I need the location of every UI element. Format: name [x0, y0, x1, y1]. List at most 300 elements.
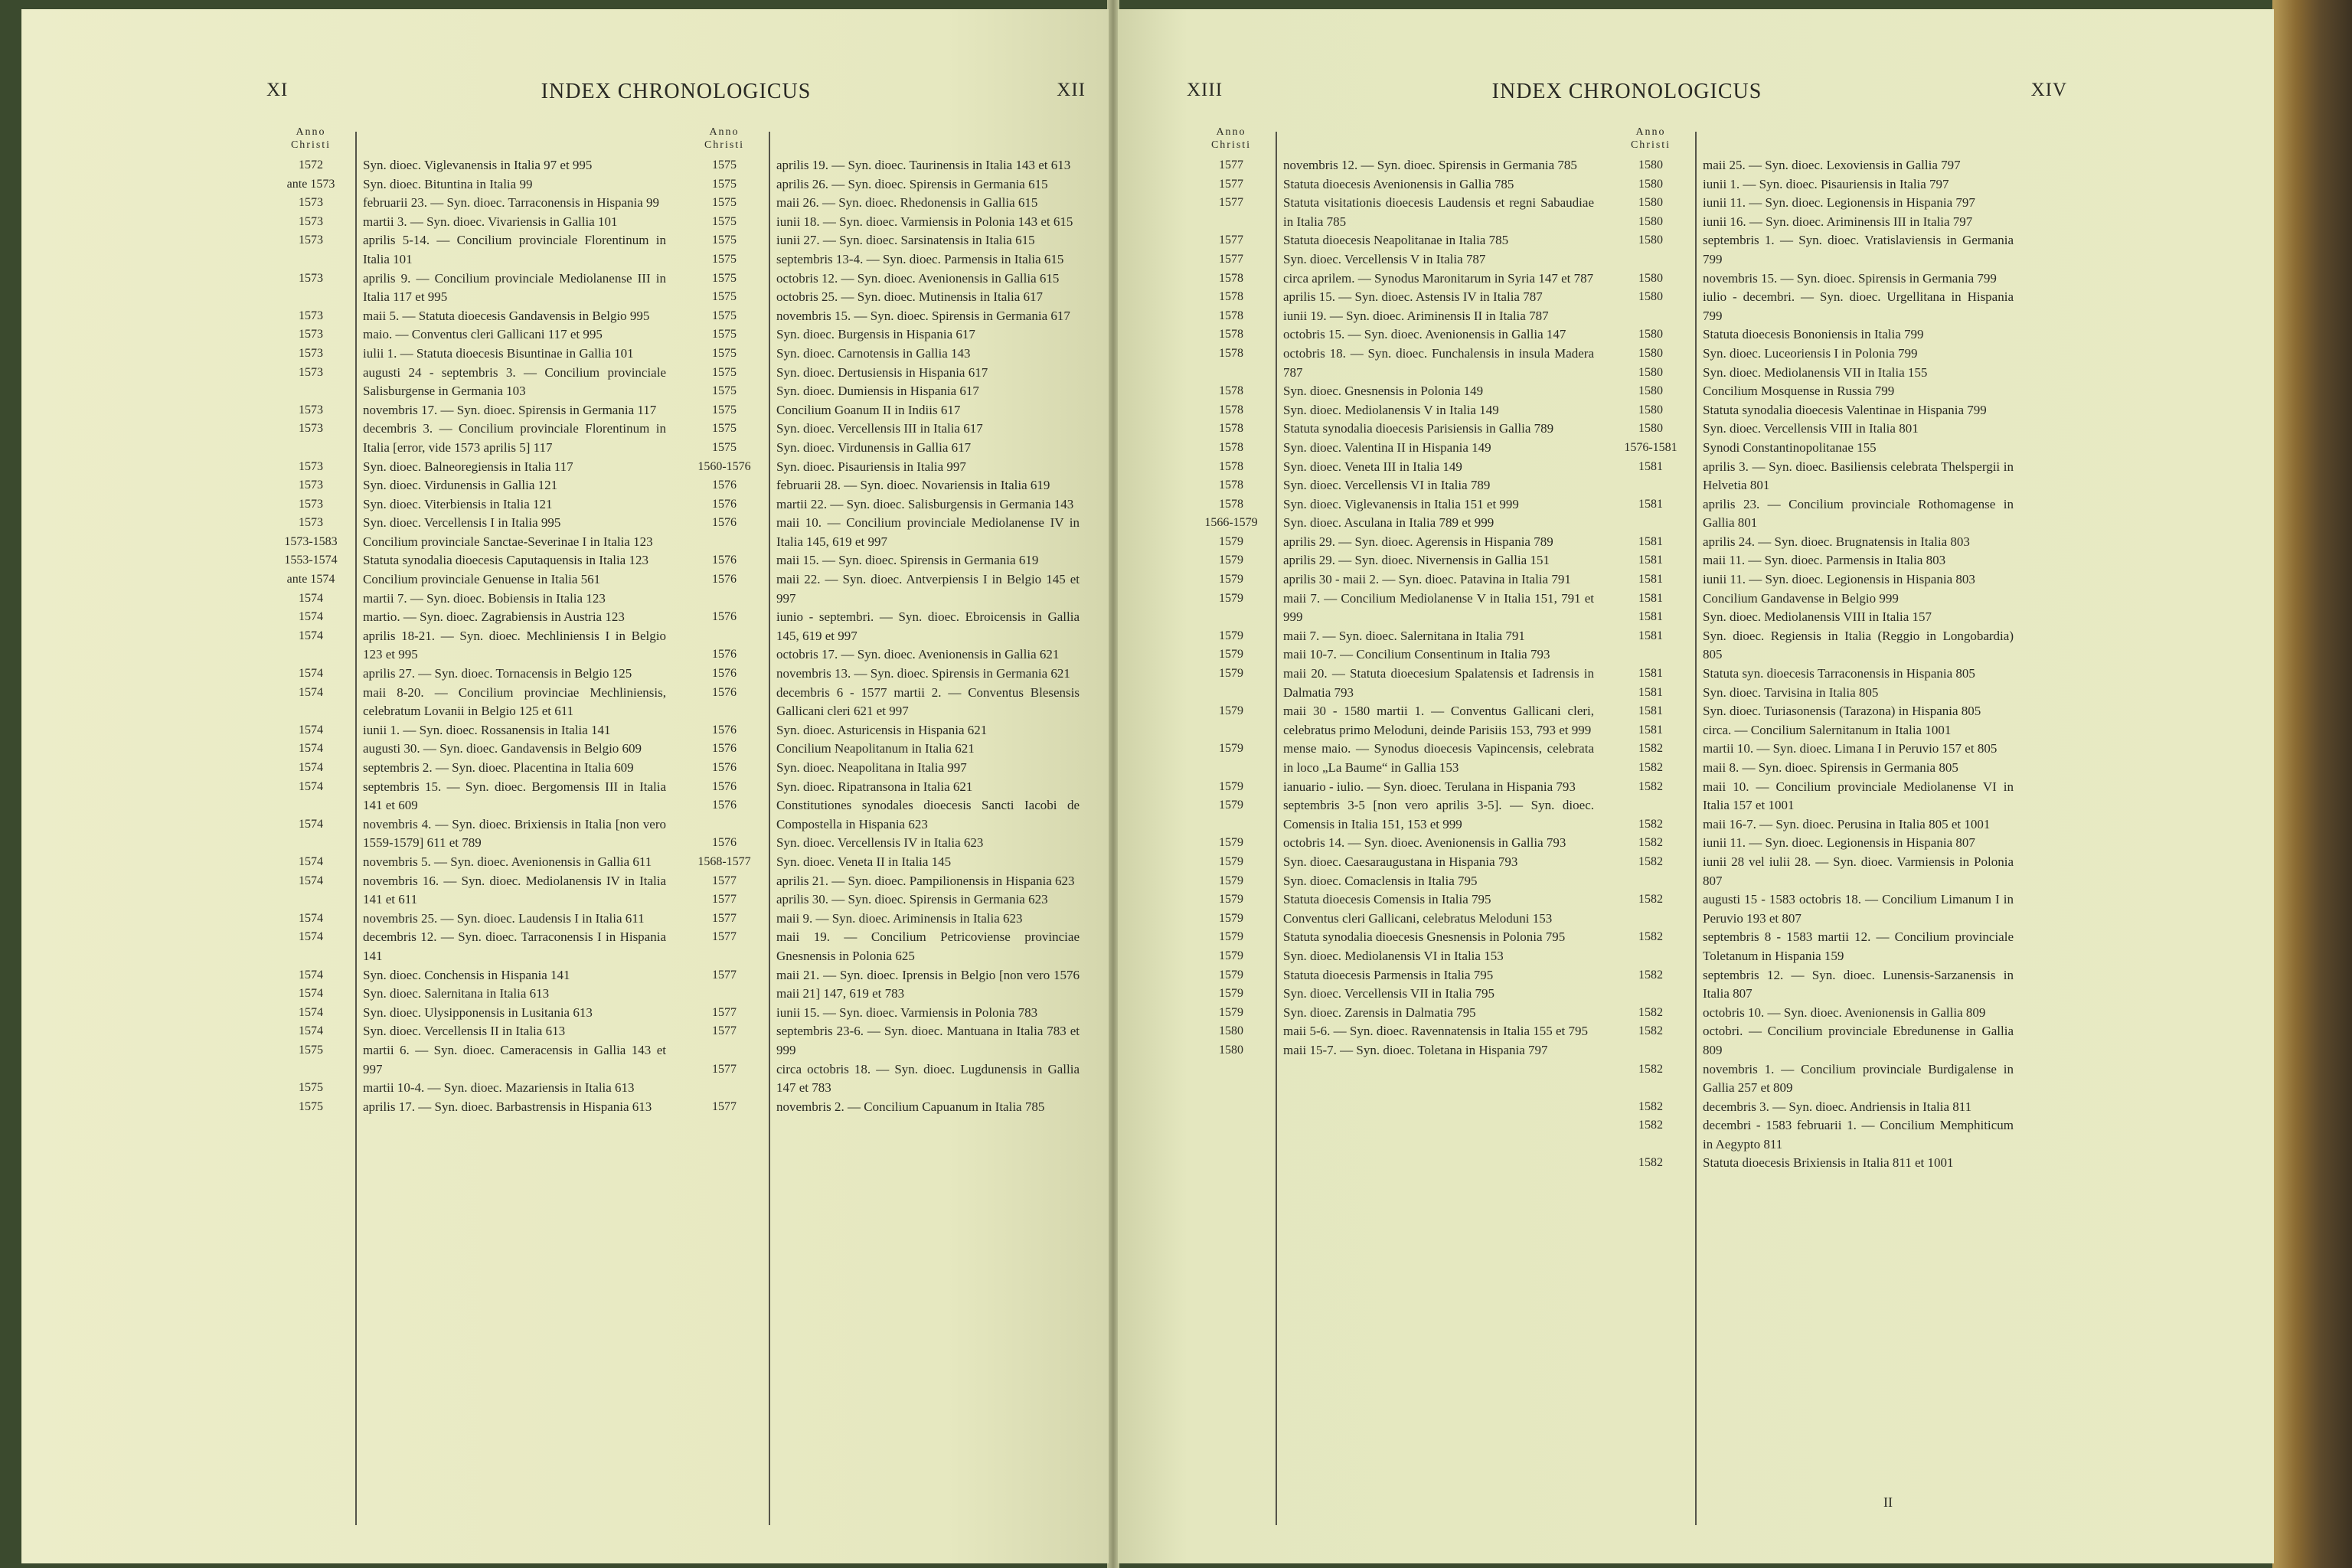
entry-year: 1575: [299, 1081, 323, 1095]
index-entry: [268, 740, 666, 759]
index-entry: [1608, 401, 2014, 420]
entry-year: 1578: [1219, 440, 1243, 454]
index-entry: [1188, 872, 1594, 891]
entry-year: 1579: [1219, 836, 1243, 850]
entry-year: 1575: [712, 252, 737, 266]
entry-year: 1576: [712, 667, 737, 681]
entry-text: Statuta synodalia dioecesis Valentinae in Hispania 799: [1703, 402, 1987, 417]
entry-year: 1579: [1219, 629, 1243, 642]
entry-year: 1582: [1638, 761, 1663, 774]
entry-year: 1580: [1638, 177, 1663, 191]
entry-text: Statuta dioecesis Comensis in Italia 795: [1283, 892, 1491, 907]
entry-text: maii 10. — Concilium provinciale Mediolanense VI in Italia 157 et 1001: [1703, 779, 2014, 813]
index-entry: [681, 1098, 1080, 1117]
entry-text: februarii 23. — Syn. dioec. Tarraconensis in Hispania 99: [363, 195, 660, 211]
index-entry: [681, 231, 1080, 250]
entry-year: 1574: [299, 685, 323, 699]
index-entry: [1188, 345, 1594, 382]
entry-year: 1581: [1638, 610, 1663, 624]
index-entry: [681, 551, 1080, 570]
entry-text: maii 22. — Syn. dioec. Antverpiensis I in Belgio 145 et 997: [776, 572, 1080, 606]
entry-text: novembris 17. — Syn. dioec. Spirensis in Germania 117: [363, 402, 657, 417]
index-entry: [1188, 740, 1594, 777]
index-entry: [268, 194, 666, 213]
entry-year: 1573: [299, 234, 323, 247]
index-entry: [681, 796, 1080, 834]
index-entry: [1608, 382, 2014, 401]
entry-year: 1579: [1219, 742, 1243, 756]
entry-text: novembris 25. — Syn. dioec. Laudensis I in Italia 611: [363, 910, 645, 926]
entry-text: Syn. dioec. Zarensis in Dalmatia 795: [1283, 1004, 1476, 1020]
index-entry: [1608, 213, 2014, 232]
index-entry: [1608, 834, 2014, 853]
entry-year: 1576: [712, 836, 737, 850]
entry-year: 1578: [1219, 346, 1243, 360]
entry-text: Syn. dioec. Comaclensis in Italia 795: [1283, 873, 1478, 888]
entry-year: 1574: [299, 742, 323, 756]
index-entry: [1608, 815, 2014, 835]
entry-text: aprilis 26. — Syn. dioec. Spirensis in Germania 615: [776, 176, 1048, 191]
index-entry: [1188, 627, 1594, 646]
entry-year: 1573: [299, 497, 323, 511]
index-entry: [1608, 570, 2014, 590]
index-column: [1188, 122, 1594, 1563]
entry-year: 1579: [1219, 1005, 1243, 1019]
index-entry: [681, 288, 1080, 307]
entry-year: 1575: [712, 403, 737, 416]
entry-year: 1582: [1638, 1024, 1663, 1038]
index-entry: [681, 175, 1080, 194]
entry-text: septembris 3-5 [non vero aprilis 3-5]. — Syn. dioec. Comensis in Italia 151, 153 et 999: [1283, 798, 1594, 831]
index-entry: [268, 910, 666, 929]
entry-year: 1572: [299, 158, 323, 172]
entry-text: Syn. dioec. Vercellensis IV in Italia 623: [776, 835, 984, 851]
entry-text: Syn. dioec. Viglevanensis in Italia 151 et 999: [1283, 496, 1519, 511]
entry-year: 1574: [299, 1024, 323, 1038]
entry-year: 1575: [712, 271, 737, 285]
entry-text: augusti 24 - septembris 3. — Concilium provinciale Salisburgense in Germania 103: [363, 364, 666, 399]
entry-year: 1579: [1219, 573, 1243, 586]
entry-year: 1577: [1219, 234, 1243, 247]
entry-year: 1582: [1638, 836, 1663, 850]
entry-year: 1577: [1219, 252, 1243, 266]
index-entry: [1188, 250, 1594, 270]
entry-year: 1582: [1638, 1005, 1663, 1019]
entry-year: 1574: [299, 667, 323, 681]
index-entry: [1608, 608, 2014, 627]
index-entry: [268, 815, 666, 853]
entry-text: aprilis 15. — Syn. dioec. Astensis IV in Italia 787: [1283, 289, 1543, 305]
index-entry: [1608, 551, 2014, 570]
entry-text: iunii 15. — Syn. dioec. Varmiensis in Polonia 783: [776, 1004, 1038, 1020]
entry-year: 1579: [1219, 911, 1243, 925]
index-entry: [1608, 1154, 2014, 1173]
index-entry: [681, 156, 1080, 175]
index-entry: [268, 966, 666, 985]
page-number-xiv: XIV: [2030, 80, 2067, 100]
entry-text: iunii 1. — Syn. dioec. Pisauriensis in Italia 797: [1703, 176, 1949, 191]
entry-year: 1580: [1219, 1043, 1243, 1057]
entry-year: 1576: [712, 648, 737, 662]
entry-year: 1580: [1638, 158, 1663, 172]
entry-text: Conventus cleri Gallicani, celebratus Meloduni 153: [1283, 910, 1553, 926]
entry-text: iunii 11. — Syn. dioec. Legionensis in Hispania 807: [1703, 835, 1975, 851]
index-entry: [268, 345, 666, 364]
entry-year: 1579: [1219, 704, 1243, 718]
entry-text: Syn. dioec. Luceoriensis I in Polonia 799: [1703, 345, 1918, 361]
index-entry: [268, 495, 666, 514]
entry-year: 1582: [1638, 817, 1663, 831]
entry-year: 1575: [712, 440, 737, 454]
entry-year: 1576: [712, 779, 737, 793]
entry-year: 1573: [299, 479, 323, 492]
index-entry: [681, 514, 1080, 551]
index-entry: [1188, 533, 1594, 552]
index-entry: [268, 759, 666, 778]
index-entry: [1188, 796, 1594, 834]
entry-text: iunii 18. — Syn. dioec. Varmiensis in Polonia 143 et 615: [776, 214, 1073, 229]
entry-year: 1576: [712, 742, 737, 756]
index-entry: [681, 325, 1080, 345]
entry-text: Syn. dioec. Pisauriensis in Italia 997: [776, 459, 966, 474]
index-entry: [1608, 325, 2014, 345]
entry-year: 1577: [1219, 158, 1243, 172]
entry-text: maii 30 - 1580 martii 1. — Conventus Gallicani cleri, celebratus primo Meloduni, deinde Parisiis 153, 793 et 999: [1283, 704, 1594, 737]
index-entry: [681, 928, 1080, 965]
column-header: [1608, 126, 1694, 152]
index-entry: [681, 665, 1080, 684]
entry-text: novembris 5. — Syn. dioec. Avenionensis in Gallia 611: [363, 854, 652, 869]
entry-text: maii 7. — Syn. dioec. Salernitana in Italia 791: [1283, 628, 1525, 643]
index-entry: [268, 985, 666, 1004]
entry-year: 1575: [712, 177, 737, 191]
entry-year: 1582: [1638, 742, 1663, 756]
entry-text: novembris 15. — Syn. dioec. Spirensis in Germania 617: [776, 308, 1070, 323]
index-entry: [681, 213, 1080, 232]
index-entry: [1188, 551, 1594, 570]
index-entry: [1608, 1004, 2014, 1023]
entry-year: 1578: [1219, 479, 1243, 492]
index-entry: [681, 834, 1080, 853]
index-entry: [268, 570, 666, 590]
entry-year: 1581: [1638, 554, 1663, 567]
entry-year: 1581: [1638, 591, 1663, 605]
entry-text: Concilium Mosquense in Russia 799: [1703, 384, 1895, 399]
entry-year: 1577: [1219, 177, 1243, 191]
column-header-christi: Christi: [1210, 139, 1252, 151]
entry-text: Syn. dioec. Salernitana in Italia 613: [363, 986, 550, 1001]
entry-text: Syn. dioec. Conchensis in Hispania 141: [363, 967, 570, 982]
index-entry: [1608, 439, 2014, 458]
index-entry: [268, 608, 666, 627]
entry-text: Syn. dioec. Neapolitana in Italia 997: [776, 760, 967, 775]
entry-year: 1574: [299, 854, 323, 868]
entry-text: Syn. dioec. Dertusiensis in Hispania 617: [776, 364, 988, 380]
entry-text: decembris 6 - 1577 martii 2. — Conventus Blesensis Gallicani cleri 621 et 997: [776, 684, 1080, 719]
entry-text: maio. — Conventus cleri Gallicani 117 et 995: [363, 327, 603, 342]
entry-year: 1575: [712, 328, 737, 341]
entry-text: aprilis 3. — Syn. dioec. Basiliensis celebrata Thelspergii in Helvetia 801: [1703, 459, 2014, 493]
entry-year: 1577: [712, 968, 737, 982]
entry-year: 1582: [1638, 1099, 1663, 1113]
entry-text: Syn. dioec. Vercellensis III in Italia 617: [776, 421, 983, 436]
index-entry: [681, 364, 1080, 383]
index-entry: [268, 1079, 666, 1098]
index-entry: [681, 853, 1080, 872]
index-entry: [268, 213, 666, 232]
entry-text: Syn. dioec. Veneta II in Italia 145: [776, 854, 952, 869]
entry-year: 1579: [1219, 667, 1243, 681]
entry-year: 1578: [1219, 497, 1243, 511]
entry-year: 1579: [1219, 987, 1243, 1001]
entry-text: Syn. dioec. Asturicensis in Hispania 621: [776, 722, 988, 737]
entry-year: 1578: [1219, 403, 1243, 416]
entry-year: 1581: [1638, 629, 1663, 642]
entry-text: Syn. dioec. Balneoregiensis in Italia 117: [363, 459, 573, 474]
index-entry: [1188, 156, 1594, 175]
entry-year: 1574: [299, 987, 323, 1001]
entry-text: Statuta syn. dioecesis Tarraconensis in Hispania 805: [1703, 666, 1975, 681]
left-page: [21, 9, 1109, 1563]
index-entry: [1608, 345, 2014, 364]
page-number-xii: XII: [1057, 80, 1086, 100]
index-entry: [681, 608, 1080, 645]
entry-year: 1573: [299, 271, 323, 285]
entry-text: martio. — Syn. dioec. Zagrabiensis in Austria 123: [363, 609, 625, 625]
entry-year: 1579: [1219, 893, 1243, 906]
index-entry: [681, 307, 1080, 326]
entry-year: 1575: [712, 365, 737, 379]
index-entry: [681, 1004, 1080, 1023]
entry-text: maii 8-20. — Concilium provinciae Mechliniensis, celebratum Lovanii in Belgio 125 et 611: [363, 684, 666, 719]
index-entry: [268, 778, 666, 815]
index-entry: [681, 458, 1080, 477]
entry-text: Syn. dioec. Burgensis in Hispania 617: [776, 327, 975, 342]
entry-text: iulio - decembri. — Syn. dioec. Urgellitana in Hispania 799: [1703, 289, 2014, 323]
index-entry: [1608, 1098, 2014, 1117]
index-entry: [268, 665, 666, 684]
entry-year: 1577: [712, 893, 737, 906]
entry-text: Syn. dioec. Veneta III in Italia 149: [1283, 459, 1462, 474]
index-entry: [1188, 928, 1594, 947]
index-entry: [1608, 702, 2014, 721]
index-entry: [268, 420, 666, 457]
entry-text: februarii 28. — Syn. dioec. Novariensis in Italia 619: [776, 478, 1050, 493]
entry-year: 1575: [299, 1043, 323, 1057]
entry-year: 1575: [712, 196, 737, 210]
entry-year: 1580: [1638, 290, 1663, 304]
entry-text: Statuta dioecesis Parmensis in Italia 795: [1283, 967, 1494, 982]
index-entry: [1608, 665, 2014, 684]
index-entry: [681, 250, 1080, 270]
index-entry: [1608, 231, 2014, 269]
entry-text: circa aprilem. — Synodus Maronitarum in Syria 147 et 787: [1283, 270, 1594, 286]
index-entry: [681, 495, 1080, 514]
entry-year: 1578: [1219, 309, 1243, 322]
entry-year: 1574: [299, 874, 323, 887]
entry-year: 1580: [1638, 271, 1663, 285]
entry-text: iunii 16. — Syn. dioec. Ariminensis III in Italia 797: [1703, 214, 1973, 229]
index-entry: [1188, 985, 1594, 1004]
index-entry: [681, 872, 1080, 891]
entry-text: aprilis 19. — Syn. dioec. Taurinensis in Italia 143 et 613: [776, 158, 1071, 172]
index-entry: [1188, 665, 1594, 702]
entry-year: 1576-1581: [1624, 440, 1677, 454]
entry-text: maii 25. — Syn. dioec. Lexoviensis in Gallia 797: [1703, 158, 1961, 172]
index-entry: [1188, 1022, 1594, 1041]
index-entry: [681, 570, 1080, 608]
entry-text: aprilis 23. — Concilium provinciale Rothomagense in Gallia 801: [1703, 496, 2014, 531]
entry-year: 1574: [299, 610, 323, 624]
column-header: [1188, 126, 1274, 152]
entry-text: maii 21. — Syn. dioec. Iprensis in Belgio [non vero 1576 maii 21] 147, 619 et 783: [776, 967, 1080, 1001]
entry-text: circa. — Concilium Salernitanum in Italia 1001: [1703, 722, 1952, 737]
entry-text: maii 15. — Syn. dioec. Spirensis in Germania 619: [776, 553, 1039, 568]
entry-text: septembris 8 - 1583 martii 12. — Concilium provinciale Toletanum in Hispania 159: [1703, 929, 2014, 963]
entry-text: novembris 2. — Concilium Capuanum in Italia 785: [776, 1099, 1045, 1114]
column-header-christi: Christi: [704, 139, 745, 151]
entry-year: 1573: [299, 214, 323, 228]
entry-text: octobris 12. — Syn. dioec. Avenionensis in Gallia 615: [776, 270, 1060, 286]
entry-text: octobris 17. — Syn. dioec. Avenionensis in Gallia 621: [776, 647, 1060, 662]
entry-text: septembris 23-6. — Syn. dioec. Mantuana in Italia 783 et 999: [776, 1024, 1080, 1057]
entry-text: iunii 1. — Syn. dioec. Rossanensis in Italia 141: [363, 722, 611, 737]
entry-year: 1580: [1638, 403, 1663, 416]
page-number-xi: XI: [266, 80, 289, 100]
book-page-edges: [2272, 0, 2352, 1568]
index-entry: [681, 759, 1080, 778]
index-entry: [268, 175, 666, 194]
entry-text: circa octobris 18. — Syn. dioec. Lugdunensis in Gallia 147 et 783: [776, 1061, 1080, 1096]
entry-text: octobris 18. — Syn. dioec. Funchalensis in insula Madera 787: [1283, 345, 1594, 380]
entry-text: Syn. dioec. Turiasonensis (Tarazona) in Hispania 805: [1703, 704, 1981, 719]
entry-year: 1576: [712, 573, 737, 586]
entry-text: decembri - 1583 februarii 1. — Concilium Memphiticum in Aegypto 811: [1703, 1118, 2014, 1152]
index-entry: [268, 1098, 666, 1117]
index-rows: [268, 156, 666, 1116]
index-entry: [1188, 458, 1594, 477]
entry-year: 1579: [1219, 930, 1243, 944]
entry-year: 1576: [712, 516, 737, 530]
entry-text: iunii 11. — Syn. dioec. Legionensis in Hispania 803: [1703, 572, 1975, 587]
index-entry: [1608, 194, 2014, 213]
index-rows: [1188, 156, 1594, 1060]
entry-year: 1573: [299, 516, 323, 530]
entry-year: 1580: [1638, 196, 1663, 210]
index-entry: [681, 194, 1080, 213]
entry-text: decembris 3. — Syn. dioec. Andriensis in Italia 811: [1703, 1099, 1972, 1114]
entry-text: augusti 15 - 1583 octobris 18. — Concilium Limanum I in Peruvio 193 et 807: [1703, 892, 2014, 926]
entry-text: Syn. dioec. Mediolanensis VI in Italia 153: [1283, 948, 1504, 963]
index-entry: [1608, 420, 2014, 439]
entry-text: maii 15-7. — Syn. dioec. Toletana in Hispania 797: [1283, 1042, 1548, 1057]
entry-year: 1575: [712, 158, 737, 172]
entry-text: aprilis 18-21. — Syn. dioec. Mechliniensis I in Belgio 123 et 995: [363, 628, 666, 662]
entry-text: iunii 11. — Syn. dioec. Legionensis in Hispania 797: [1703, 195, 1975, 211]
index-entry: [268, 458, 666, 477]
index-entry: [681, 966, 1080, 1004]
entry-text: augusti 30. — Syn. dioec. Gandavensis in Belgio 609: [363, 741, 642, 756]
entry-text: iunio - septembri. — Syn. dioec. Ebroicensis in Gallia 145, 619 et 997: [776, 609, 1080, 643]
entry-year: 1577: [712, 911, 737, 925]
entry-text: Syn. dioec. Bituntina in Italia 99: [363, 176, 533, 191]
entry-year: 1574: [299, 779, 323, 793]
index-entry: [268, 1041, 666, 1079]
entry-year: 1582: [1638, 1156, 1663, 1170]
entry-text: Syn. dioec. Virdunensis in Gallia 121: [363, 478, 558, 493]
entry-text: octobris 14. — Syn. dioec. Avenionensis in Gallia 793: [1283, 835, 1566, 851]
entry-text: martii 10-4. — Syn. dioec. Mazariensis in Italia 613: [363, 1080, 635, 1096]
entry-year: 1578: [1219, 384, 1243, 398]
entry-year: 1582: [1638, 893, 1663, 906]
entry-text: Statuta dioecesis Avenionensis in Gallia 785: [1283, 176, 1514, 191]
index-entry: [268, 401, 666, 420]
entry-text: maii 26. — Syn. dioec. Rhedonensis in Gallia 615: [776, 195, 1038, 211]
index-entry: [1188, 910, 1594, 929]
entry-year: 1576: [712, 554, 737, 567]
entry-text: Statuta synodalia dioecesis Gnesnensis in Polonia 795: [1283, 929, 1566, 945]
entry-year: 1576: [712, 761, 737, 774]
index-entry: [1608, 495, 2014, 533]
entry-year: 1582: [1638, 1062, 1663, 1076]
entry-text: Concilium Gandavense in Belgio 999: [1703, 590, 1899, 606]
entry-year: 1579: [1219, 799, 1243, 812]
entry-year: 1579: [1219, 591, 1243, 605]
entry-year: ante 1573: [286, 177, 335, 191]
entry-text: aprilis 29. — Syn. dioec. Agerensis in Hispania 789: [1283, 534, 1553, 549]
index-entry: [1608, 740, 2014, 759]
entry-year: 1582: [1638, 930, 1663, 944]
index-entry: [268, 872, 666, 910]
entry-text: novembris 15. — Syn. dioec. Spirensis in Germania 799: [1703, 270, 1997, 286]
entry-text: maii 10. — Concilium provinciale Mediolanense IV in Italia 145, 619 et 997: [776, 515, 1080, 549]
entry-year: 1560-1576: [697, 459, 751, 473]
index-entry: [268, 853, 666, 872]
column-header-christi: Christi: [290, 139, 332, 151]
entry-text: aprilis 29. — Syn. dioec. Nivernensis in Gallia 151: [1283, 553, 1550, 568]
entry-year: 1573: [299, 309, 323, 322]
entry-text: Statuta dioecesis Neapolitanae in Italia 785: [1283, 233, 1509, 248]
entry-text: Statuta synodalia dioecesis Parisiensis in Gallia 789: [1283, 421, 1554, 436]
entry-year: 1576: [712, 610, 737, 624]
index-entry: [1188, 1041, 1594, 1060]
index-entry: [268, 551, 666, 570]
index-entry: [268, 1022, 666, 1041]
index-entry: [268, 590, 666, 609]
index-entry: [268, 627, 666, 665]
entry-year: 1573: [299, 459, 323, 473]
index-entry: [681, 740, 1080, 759]
entry-year: 1578: [1219, 290, 1243, 304]
entry-year: 1579: [1219, 779, 1243, 793]
entry-year: 1577: [712, 930, 737, 944]
entry-text: novembris 1. — Concilium provinciale Burdigalense in Gallia 257 et 809: [1703, 1061, 2014, 1096]
entry-text: septembris 12. — Syn. dioec. Lunensis-Sarzanensis in Italia 807: [1703, 967, 2014, 1001]
entry-text: Synodi Constantinopolitanae 155: [1703, 439, 1877, 455]
entry-text: Syn. dioec. Mediolanensis VII in Italia 155: [1703, 364, 1928, 380]
entry-year: 1576: [712, 799, 737, 812]
entry-text: Syn. dioec. Caesaraugustana in Hispania 793: [1283, 854, 1518, 869]
index-entry: [1188, 420, 1594, 439]
entry-text: Syn. dioec. Dumiensis in Hispania 617: [776, 384, 979, 399]
entry-year: 1579: [1219, 648, 1243, 662]
index-entry: [1608, 533, 2014, 552]
entry-year: 1581: [1638, 534, 1663, 548]
index-entry: [1188, 778, 1594, 797]
entry-year: 1579: [1219, 968, 1243, 982]
column-header-anno: Anno: [709, 126, 740, 138]
index-entry: [1188, 231, 1594, 250]
